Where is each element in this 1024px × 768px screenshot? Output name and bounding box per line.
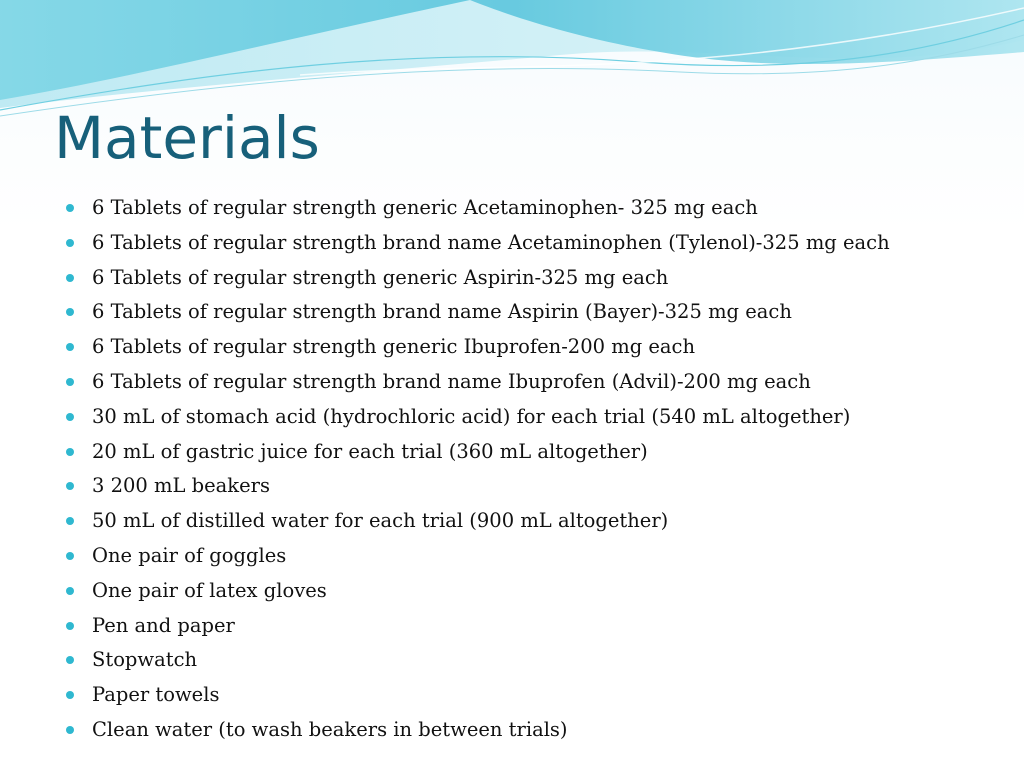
bullet-dot-icon: [66, 378, 74, 386]
list-item: [66, 191, 1006, 226]
list-item: [66, 330, 1006, 365]
list-item: [66, 226, 1006, 261]
list-item: [66, 261, 1006, 296]
list-item-text: 3 200 mL beakers: [92, 474, 270, 498]
list-item: [66, 469, 1006, 504]
list-item-text: Clean water (to wash beakers in between trials): [92, 717, 568, 741]
list-item-text: 6 Tablets of regular strength brand name Aspirin (Bayer)-325 mg each: [92, 300, 792, 324]
bullet-dot-icon: [66, 448, 74, 456]
list-item-text: 20 mL of gastric juice for each trial (360 mL altogether): [92, 439, 648, 463]
materials-list: [66, 191, 1006, 748]
bullet-dot-icon: [66, 552, 74, 560]
slide-title: Materials: [54, 104, 320, 172]
bullet-dot-icon: [66, 691, 74, 699]
bullet-dot-icon: [66, 482, 74, 490]
list-item-text: 6 Tablets of regular strength generic Aspirin-325 mg each: [92, 265, 669, 289]
bullet-dot-icon: [66, 726, 74, 734]
list-item: [66, 574, 1006, 609]
bullet-dot-icon: [66, 343, 74, 351]
list-item-text: Pen and paper: [92, 613, 235, 637]
bullet-dot-icon: [66, 413, 74, 421]
list-item-text: 6 Tablets of regular strength generic Acetaminophen- 325 mg each: [92, 196, 758, 219]
list-item-text: One pair of latex gloves: [92, 578, 327, 602]
list-item: [66, 365, 1006, 400]
bullet-dot-icon: [66, 308, 74, 316]
list-item-text: Stopwatch: [92, 648, 198, 672]
list-item: [66, 400, 1006, 435]
list-item: [66, 295, 1006, 330]
bullet-dot-icon: [66, 274, 74, 282]
bullet-dot-icon: [66, 517, 74, 525]
bullet-dot-icon: [66, 239, 74, 247]
list-item-text: 50 mL of distilled water for each trial (900 mL altogether): [92, 509, 669, 533]
bullet-dot-icon: [66, 656, 74, 664]
list-item-text: Paper towels: [92, 683, 220, 707]
bullet-dot-icon: [66, 204, 74, 212]
list-item-text: 6 Tablets of regular strength generic Ibuprofen-200 mg each: [92, 335, 696, 359]
bullet-dot-icon: [66, 587, 74, 595]
list-item: [66, 609, 1006, 644]
list-item: [66, 539, 1006, 574]
bullet-dot-icon: [66, 622, 74, 630]
list-item: [66, 435, 1006, 470]
list-item-text: 30 mL of stomach acid (hydrochloric acid) for each trial (540 mL altogether): [92, 404, 851, 428]
list-item: [66, 678, 1006, 713]
list-item-text: 6 Tablets of regular strength brand name Acetaminophen (Tylenol)-325 mg each: [92, 230, 890, 254]
list-item-text: One pair of goggles: [92, 543, 287, 567]
list-item: [66, 643, 1006, 678]
list-item-text: 6 Tablets of regular strength brand name Ibuprofen (Advil)-200 mg each: [92, 369, 811, 393]
list-item: [66, 504, 1006, 539]
list-item: [66, 713, 1006, 748]
